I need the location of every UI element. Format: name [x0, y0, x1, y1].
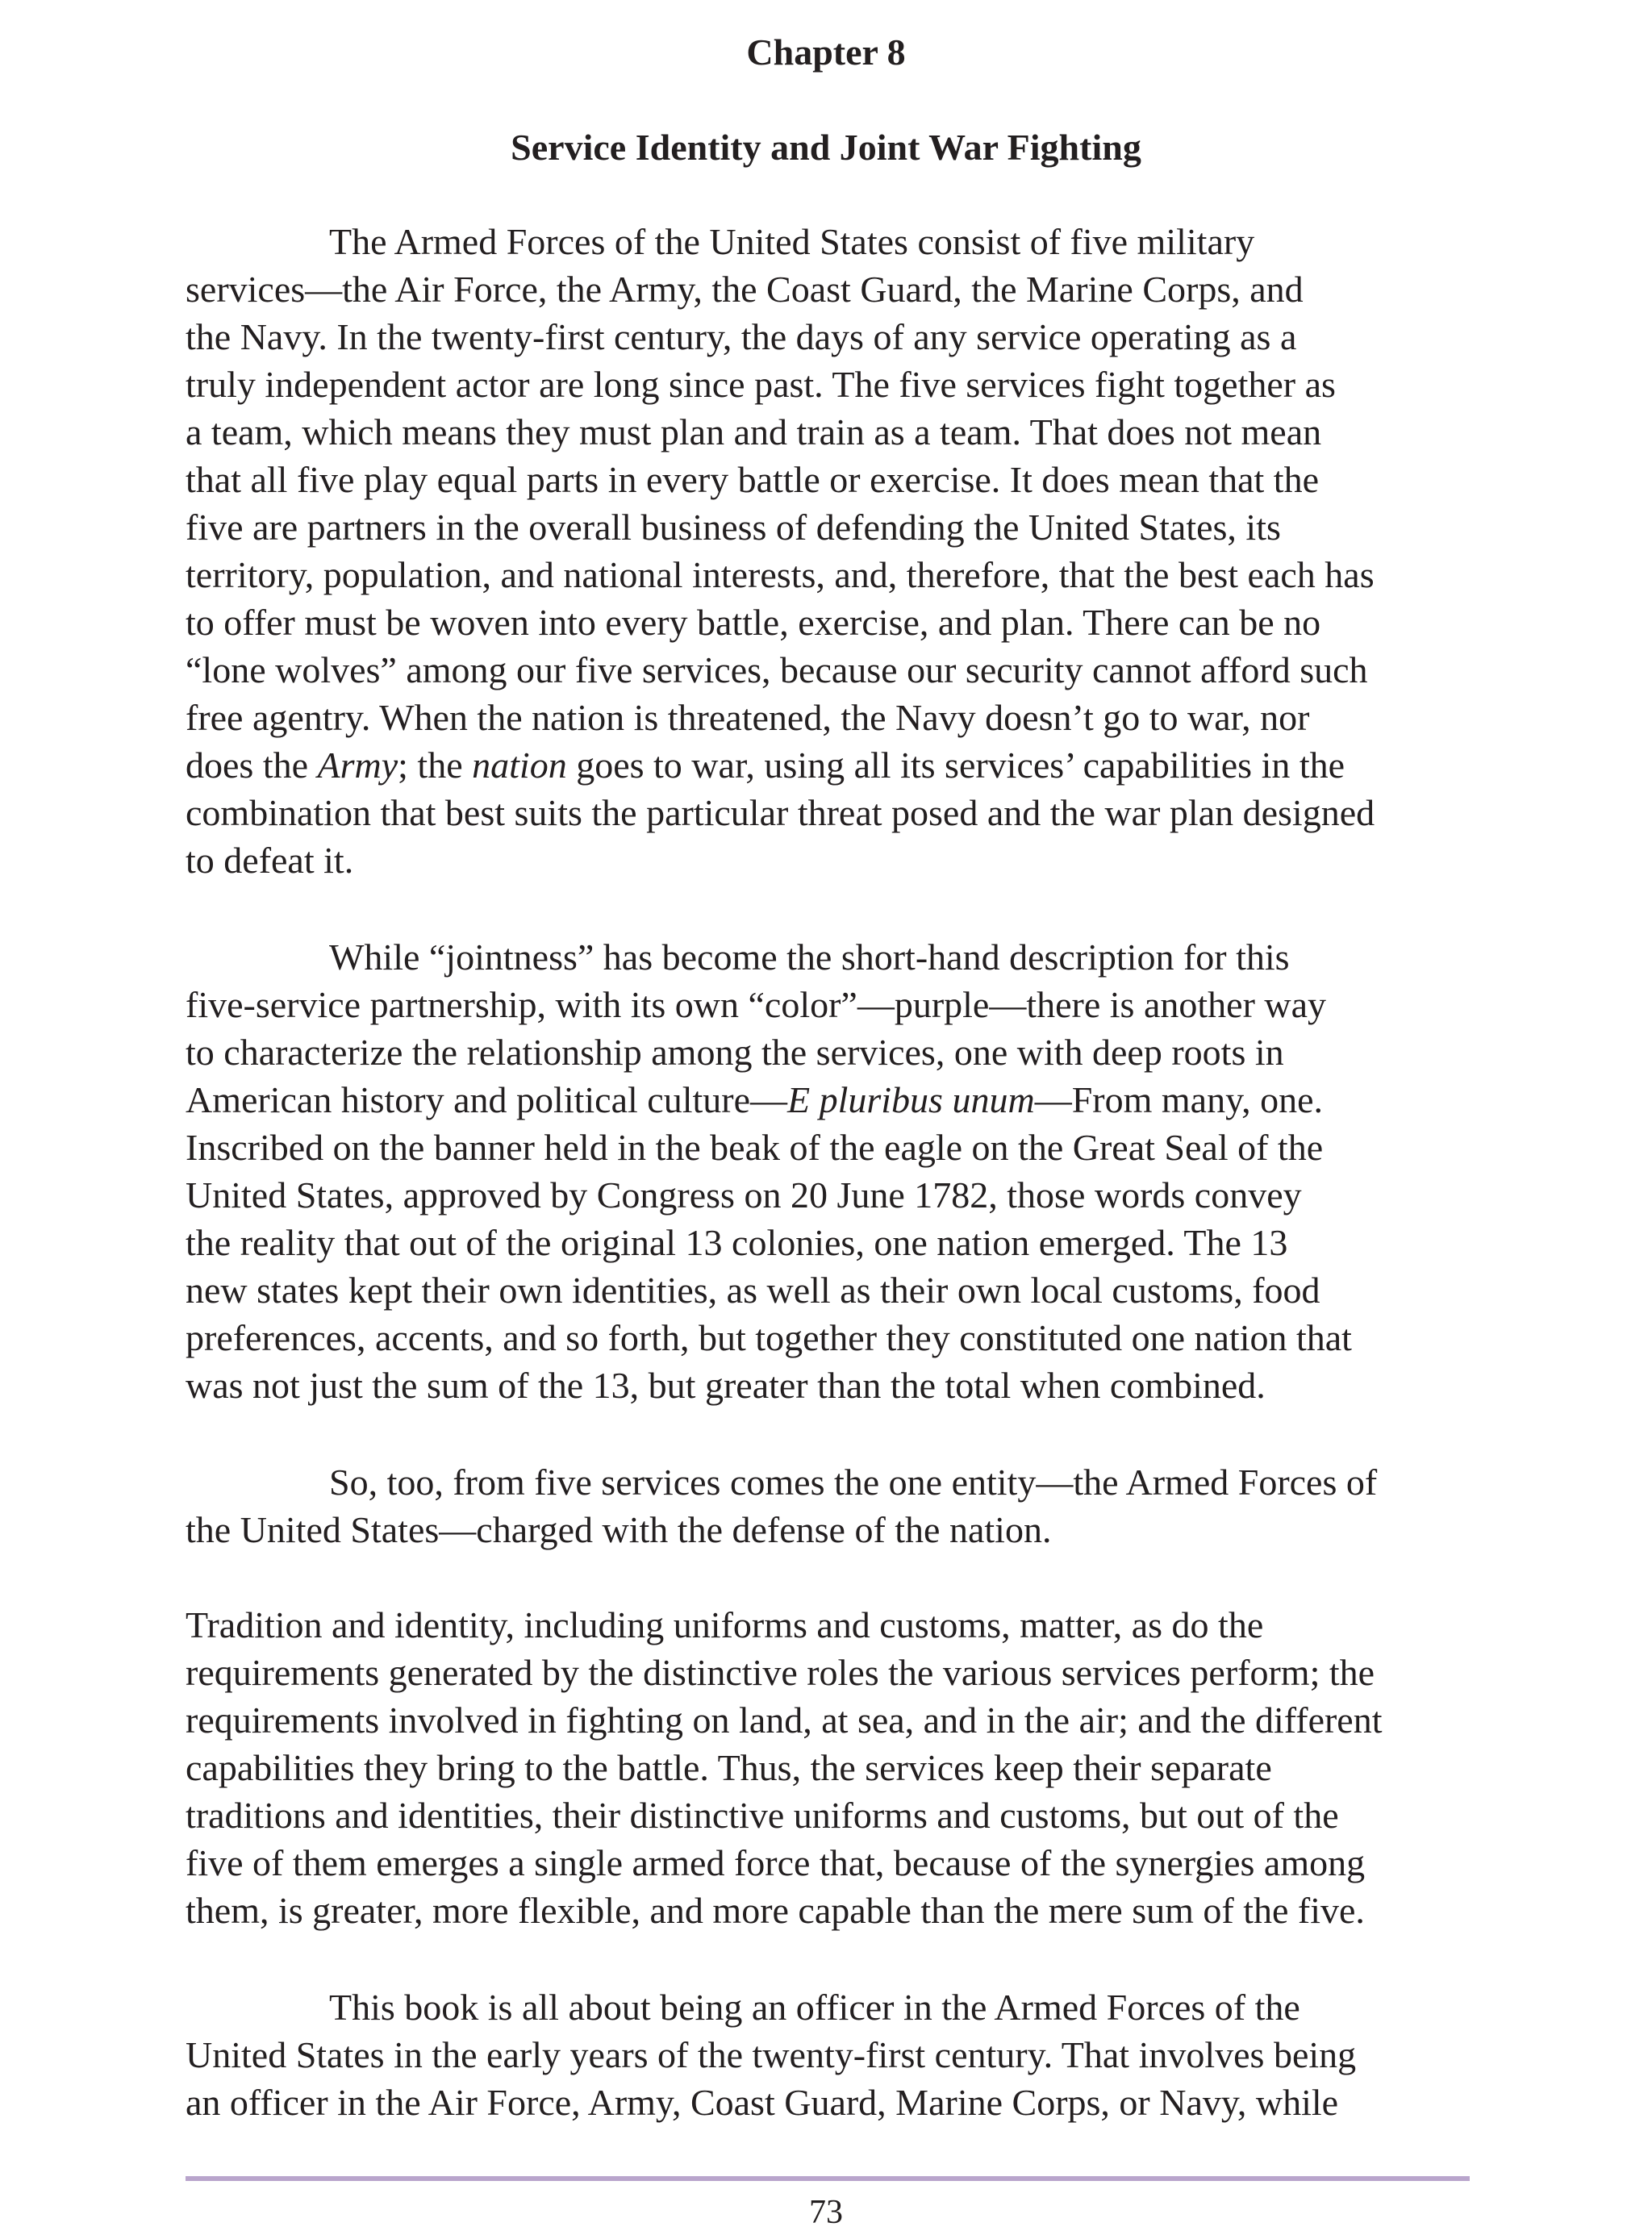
text-line: Tradition and identity, including uniforms and customs, matter, as do the — [186, 1604, 1264, 1645]
chapter-number: Chapter 8 — [746, 31, 906, 73]
text-line: “lone wolves” among our five services, because our security cannot afford such — [186, 649, 1368, 690]
text-line: preferences, accents, and so forth, but together they constituted one nation that — [186, 1317, 1352, 1358]
text-line: to offer must be woven into every battle, exercise, and plan. There can be no — [186, 602, 1321, 643]
text-line: an officer in the Air Force, Army, Coast Guard, Marine Corps, or Navy, while — [186, 2082, 1339, 2123]
text-line: does the Army; the nation goes to war, using all its services’ capabilities in the — [186, 744, 1345, 786]
text-line: five of them emerges a single armed force that, because of the synergies among — [186, 1842, 1366, 1883]
text-line: five-service partnership, with its own “color”—purple—there is another way — [186, 984, 1327, 1025]
text-line: that all five play equal parts in every battle or exercise. It does mean that the — [186, 459, 1319, 500]
text-line: them, is greater, more flexible, and more capable than the mere sum of the five. — [186, 1890, 1365, 1931]
body-paragraph — [186, 1983, 1476, 2126]
text-line: territory, population, and national interests, and, therefore, that the best each has — [186, 554, 1375, 595]
text-line: to defeat it. — [186, 840, 354, 881]
text-line: to characterize the relationship among the services, one with deep roots in — [186, 1032, 1284, 1073]
chapter-title: Service Identity and Joint War Fighting — [511, 127, 1141, 168]
body-paragraph — [186, 1458, 1476, 1553]
body-paragraph — [186, 218, 1476, 884]
text-line: the reality that out of the original 13 colonies, one nation emerged. The 13 — [186, 1222, 1288, 1263]
text-line: So, too, from five services comes the one entity—the Armed Forces of — [329, 1462, 1378, 1503]
text-line: This book is all about being an officer in the Armed Forces of the — [329, 1987, 1300, 2028]
text-line: While “jointness” has become the short-hand description for this — [329, 936, 1290, 978]
text-line: the United States—charged with the defense of the nation. — [186, 1509, 1052, 1550]
text-line: traditions and identities, their distinctive uniforms and customs, but out of the — [186, 1795, 1339, 1836]
body-paragraph — [186, 1601, 1476, 1934]
text-line: The Armed Forces of the United States consist of five military — [329, 221, 1255, 262]
text-line: requirements generated by the distinctive roles the various services perform; the — [186, 1652, 1375, 1693]
text-line: five are partners in the overall business of defending the United States, its — [186, 507, 1281, 548]
text-line: combination that best suits the particular threat posed and the war plan designed — [186, 792, 1375, 833]
page-number: 73 — [809, 2194, 843, 2231]
footer-rule — [186, 2176, 1470, 2181]
text-line: a team, which means they must plan and train as a team. That does not mean — [186, 411, 1322, 452]
body-paragraph — [186, 933, 1476, 1409]
text-line: Inscribed on the banner held in the beak of the eagle on the Great Seal of the — [186, 1127, 1324, 1168]
text-line: new states kept their own identities, as well as their own local customs, food — [186, 1270, 1320, 1311]
text-line: free agentry. When the nation is threatened, the Navy doesn’t go to war, nor — [186, 697, 1310, 738]
text-line: United States in the early years of the twenty-first century. That involves being — [186, 2034, 1357, 2075]
text-line: services—the Air Force, the Army, the Coast Guard, the Marine Corps, and — [186, 269, 1304, 310]
text-line: was not just the sum of the 13, but greater than the total when combined. — [186, 1365, 1266, 1406]
text-line: the Navy. In the twenty-first century, the days of any service operating as a — [186, 316, 1297, 357]
text-line: truly independent actor are long since past. The five services fight together as — [186, 364, 1336, 405]
text-line: requirements involved in fighting on land, at sea, and in the air; and the different — [186, 1699, 1383, 1741]
text-line: capabilities they bring to the battle. Thus, the services keep their separate — [186, 1747, 1272, 1788]
text-line: American history and political culture—E pluribus unum—From many, one. — [186, 1079, 1323, 1120]
text-line: United States, approved by Congress on 20 June 1782, those words convey — [186, 1174, 1302, 1216]
